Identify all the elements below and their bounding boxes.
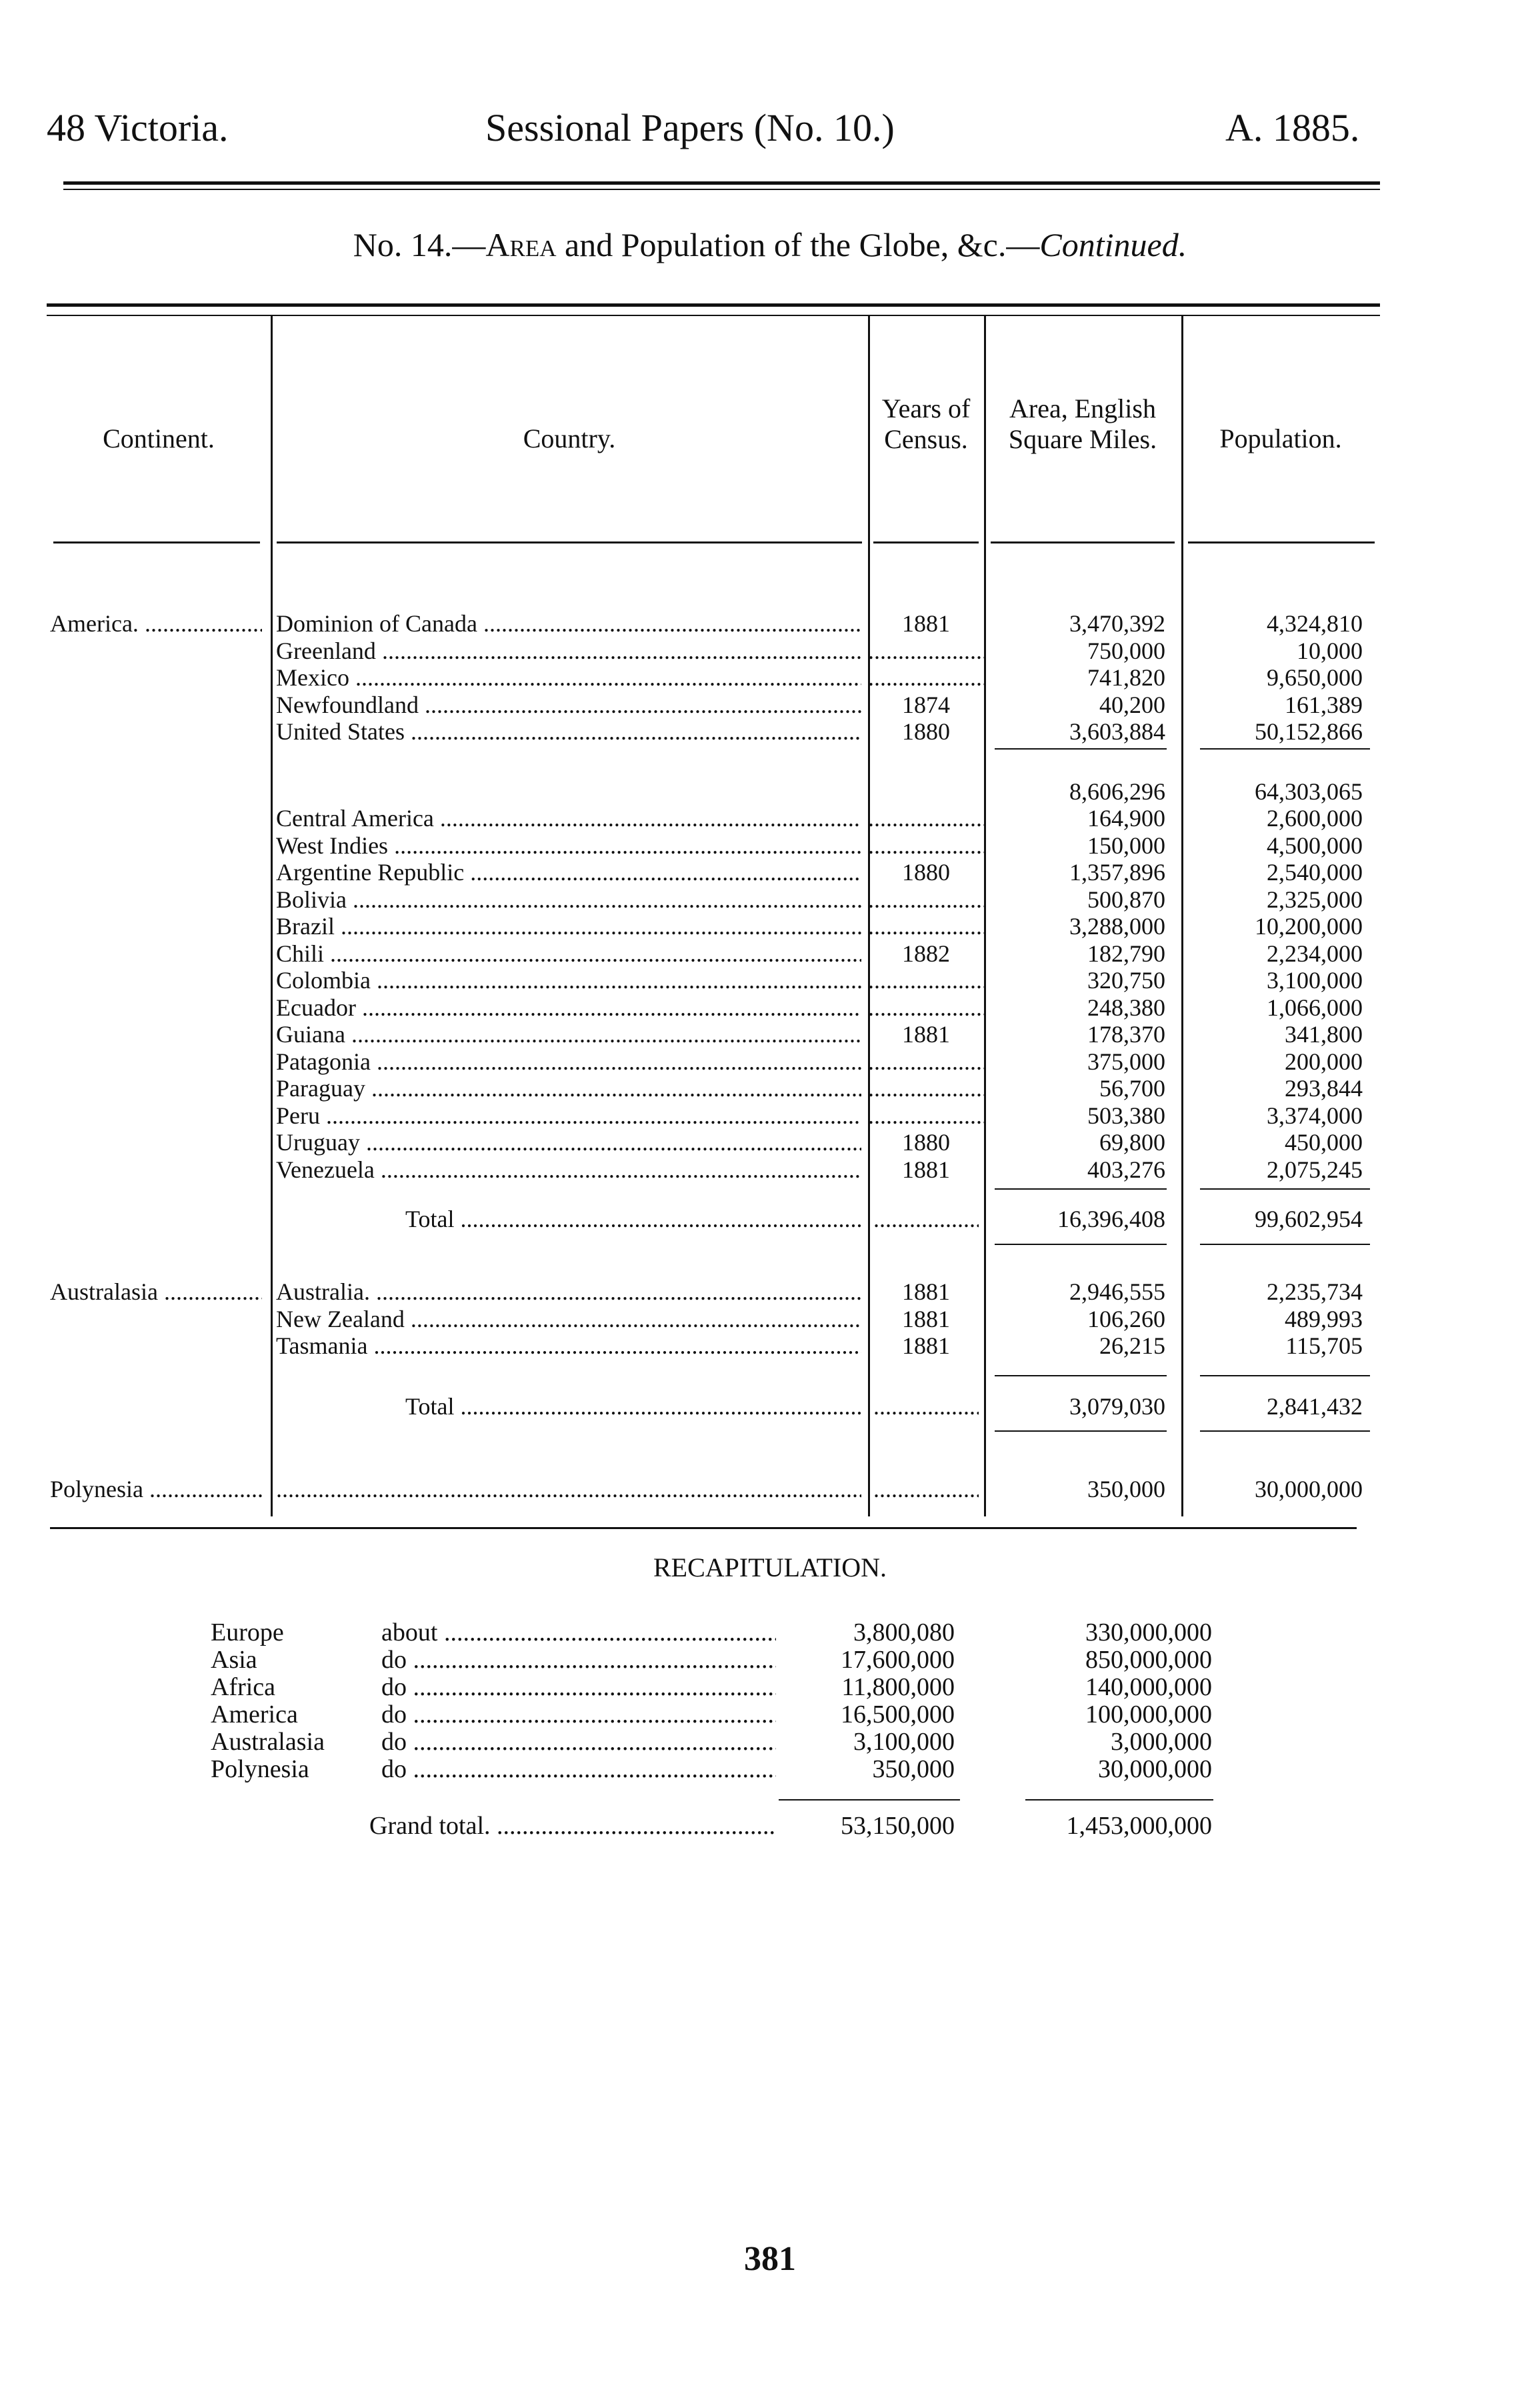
population-cell: 2,600,000: [1267, 805, 1363, 832]
population-cell: 10,000: [1297, 637, 1363, 664]
title-middle: and Population of the Globe, &c.—: [556, 226, 1040, 263]
recap-qualifier: do .....: [381, 1701, 776, 1728]
census-year-cell: 1881: [902, 1156, 950, 1183]
area-cell: 248,380: [1087, 994, 1165, 1021]
recap-region: Africa: [211, 1673, 276, 1701]
population-cell: 115,705: [1285, 1332, 1363, 1359]
recap-population: 100,000,000: [1085, 1700, 1212, 1728]
recap-population: 330,000,000: [1085, 1618, 1212, 1646]
subtotal-rule-area: [995, 748, 1167, 750]
america-total-population: 99,602,954: [1255, 1206, 1363, 1232]
subtotal-area: 8,606,296: [1069, 778, 1165, 805]
recap-population: 850,000,000: [1085, 1646, 1212, 1674]
recap-qualifier: do .....: [381, 1728, 776, 1756]
recap-population: 30,000,000: [1098, 1755, 1212, 1783]
title-area-word: Area: [485, 226, 557, 263]
country-cell: Guiana .....: [276, 1021, 861, 1048]
header-rule-thick: [63, 181, 1380, 185]
census-year-cell: [868, 1102, 984, 1130]
country-cell: Mexico .....: [276, 664, 861, 692]
continent-polynesia: Polynesia .....: [50, 1476, 262, 1503]
area-cell: 178,370: [1087, 1021, 1165, 1048]
country-cell: Colombia .....: [276, 967, 861, 994]
header-underline-continent: [53, 541, 260, 543]
america-total-year: [873, 1206, 979, 1233]
continent-america: America. .....: [50, 610, 262, 638]
country-cell: Chili .....: [276, 940, 861, 968]
census-year-cell: [868, 664, 984, 692]
area-cell: 56,700: [1099, 1075, 1165, 1102]
header-year: A. 1885.: [1225, 106, 1360, 149]
recap-population: 3,000,000: [1111, 1728, 1212, 1756]
population-cell: 489,993: [1285, 1305, 1363, 1332]
recap-region: Asia: [211, 1646, 257, 1674]
recap-area: 16,500,000: [841, 1700, 955, 1728]
population-cell: 3,374,000: [1267, 1102, 1363, 1129]
census-year-cell: [868, 967, 984, 994]
title-continued: Continued.: [1039, 226, 1187, 263]
country-cell: Ecuador .....: [276, 994, 861, 1022]
total-rule-population: [1200, 1188, 1370, 1190]
recap-qualifier: do .....: [381, 1756, 776, 1783]
population-cell: 161,389: [1285, 691, 1363, 718]
population-cell: 2,540,000: [1267, 859, 1363, 886]
australasia-total-underline-area: [995, 1430, 1167, 1432]
polynesia-area: 350,000: [1087, 1476, 1165, 1502]
census-year-cell: 1881: [902, 1278, 950, 1305]
area-cell: 26,215: [1099, 1332, 1165, 1359]
australasia-rule-area: [995, 1375, 1167, 1376]
column-header-years: Years of Census.: [881, 393, 971, 454]
area-cell: 164,900: [1087, 805, 1165, 832]
population-cell: 4,500,000: [1267, 832, 1363, 859]
recap-region: Europe: [211, 1618, 284, 1646]
country-cell: Uruguay .....: [276, 1129, 861, 1156]
header-rule-thin: [63, 189, 1380, 190]
area-cell: 2,946,555: [1069, 1278, 1165, 1305]
country-cell: Bolivia .....: [276, 886, 861, 914]
column-rule-1: [271, 316, 273, 1516]
america-total-underline-population: [1200, 1244, 1370, 1245]
census-year-cell: 1881: [902, 1305, 950, 1332]
population-cell: 9,650,000: [1267, 664, 1363, 691]
census-year-cell: 1881: [902, 610, 950, 637]
area-cell: 3,603,884: [1069, 718, 1165, 745]
area-cell: 69,800: [1099, 1129, 1165, 1156]
country-cell: West Indies .....: [276, 832, 861, 860]
country-cell: Argentine Republic .....: [276, 859, 861, 886]
subtotal-population: 64,303,065: [1255, 778, 1363, 805]
population-cell: 2,325,000: [1267, 886, 1363, 913]
header-underline-years: [873, 541, 979, 543]
country-cell: Peru .....: [276, 1102, 861, 1130]
america-total-area: 16,396,408: [1057, 1206, 1165, 1232]
recap-area: 3,800,080: [853, 1618, 955, 1646]
population-cell: 293,844: [1285, 1075, 1363, 1102]
grand-total-label: Grand total. .....: [369, 1813, 776, 1840]
recap-region: Polynesia: [211, 1755, 309, 1783]
area-cell: 375,000: [1087, 1048, 1165, 1075]
population-cell: 4,324,810: [1267, 610, 1363, 637]
recap-rule-population: [1025, 1799, 1213, 1801]
census-year-cell: [868, 886, 984, 914]
population-cell: 1,066,000: [1267, 994, 1363, 1021]
census-year-cell: [868, 913, 984, 940]
table-top-rule-thick: [47, 303, 1380, 307]
table-top-rule-thin: [47, 315, 1380, 316]
grand-total-population: 1,453,000,000: [1066, 1812, 1212, 1840]
total-rule-area: [995, 1188, 1167, 1190]
polynesia-year-cell: [873, 1476, 979, 1503]
population-cell: 341,800: [1285, 1021, 1363, 1048]
subtotal-rule-population: [1200, 748, 1370, 750]
country-cell: Dominion of Canada .....: [276, 610, 861, 638]
recap-qualifier: do .....: [381, 1674, 776, 1701]
census-year-cell: 1880: [902, 859, 950, 886]
population-cell: 2,075,245: [1267, 1156, 1363, 1183]
area-cell: 1,357,896: [1069, 859, 1165, 886]
table-bottom-rule: [50, 1527, 1357, 1529]
australasia-total-underline-population: [1200, 1430, 1370, 1432]
census-year-cell: 1881: [902, 1332, 950, 1359]
census-year-cell: 1874: [902, 691, 950, 718]
population-cell: 450,000: [1285, 1129, 1363, 1156]
country-cell: Newfoundland .....: [276, 692, 861, 719]
continent-australasia: Australasia .....: [50, 1278, 262, 1306]
census-year-cell: [868, 994, 984, 1022]
recap-title: RECAPITULATION.: [653, 1552, 887, 1582]
area-cell: 750,000: [1087, 637, 1165, 664]
australasia-rule-population: [1200, 1375, 1370, 1376]
header-underline-country: [277, 541, 862, 543]
area-cell: 500,870: [1087, 886, 1165, 913]
area-cell: 150,000: [1087, 832, 1165, 859]
area-cell: 3,470,392: [1069, 610, 1165, 637]
population-cell: 10,200,000: [1255, 913, 1363, 940]
column-header-area: Area, English Square Miles.: [1008, 393, 1157, 454]
page-number: 381: [744, 2240, 796, 2278]
recap-qualifier: do .....: [381, 1646, 776, 1674]
area-cell: 106,260: [1087, 1305, 1165, 1332]
recap-region: Australasia: [211, 1728, 325, 1756]
census-year-cell: 1881: [902, 1021, 950, 1048]
recap-area: 3,100,000: [853, 1728, 955, 1756]
area-cell: 503,380: [1087, 1102, 1165, 1129]
census-year-cell: [868, 1075, 984, 1102]
polynesia-country-cell: [276, 1476, 861, 1503]
area-cell: 40,200: [1099, 691, 1165, 718]
census-year-cell: 1880: [902, 1129, 950, 1156]
australasia-total-year: [873, 1393, 979, 1420]
country-cell: Patagonia .....: [276, 1048, 861, 1076]
country-cell: Greenland .....: [276, 638, 861, 665]
recap-region: America: [211, 1700, 298, 1728]
recap-area: 11,800,000: [841, 1673, 955, 1701]
australasia-total-label: Total .....: [405, 1393, 861, 1420]
population-cell: 200,000: [1285, 1048, 1363, 1075]
column-header-country: Country.: [523, 423, 616, 453]
population-cell: 2,235,734: [1267, 1278, 1363, 1305]
australasia-total-population: 2,841,432: [1267, 1393, 1363, 1420]
country-cell: Brazil .....: [276, 913, 861, 940]
census-year-cell: [868, 638, 984, 665]
country-cell: Australia. .....: [276, 1278, 861, 1306]
column-header-population: Population.: [1219, 423, 1342, 453]
country-cell: Paraguay .....: [276, 1075, 861, 1102]
country-cell: United States .....: [276, 718, 861, 746]
recap-area: 17,600,000: [841, 1646, 955, 1674]
census-year-cell: [868, 805, 984, 832]
header-underline-area: [991, 541, 1175, 543]
census-year-cell: [868, 832, 984, 860]
census-year-cell: [868, 1048, 984, 1076]
australasia-total-area: 3,079,030: [1069, 1393, 1165, 1420]
country-cell: Venezuela .....: [276, 1156, 861, 1184]
america-total-label: Total .....: [405, 1206, 861, 1233]
grand-total-area: 53,150,000: [841, 1812, 955, 1840]
area-cell: 320,750: [1087, 967, 1165, 994]
polynesia-population: 30,000,000: [1255, 1476, 1363, 1502]
country-cell: Tasmania .....: [276, 1332, 861, 1360]
country-cell: New Zealand .....: [276, 1306, 861, 1333]
header-underline-population: [1188, 541, 1375, 543]
column-header-continent: Continent.: [103, 423, 215, 453]
recap-population: 140,000,000: [1085, 1673, 1212, 1701]
area-cell: 403,276: [1087, 1156, 1165, 1183]
area-cell: 182,790: [1087, 940, 1165, 967]
recap-area: 350,000: [872, 1755, 955, 1783]
population-cell: 3,100,000: [1267, 967, 1363, 994]
area-cell: 3,288,000: [1069, 913, 1165, 940]
table-title: [0, 225, 1540, 264]
population-cell: 2,234,000: [1267, 940, 1363, 967]
america-total-underline-area: [995, 1244, 1167, 1245]
header-sessional-papers: Sessional Papers (No. 10.): [485, 106, 895, 149]
header-volume: 48 Victoria.: [47, 106, 229, 149]
census-year-cell: 1882: [902, 940, 950, 967]
population-cell: 50,152,866: [1255, 718, 1363, 745]
recap-rule-area: [779, 1799, 960, 1801]
title-prefix: No. 14.—: [353, 226, 486, 263]
census-year-cell: 1880: [902, 718, 950, 745]
area-cell: 741,820: [1087, 664, 1165, 691]
recap-qualifier: about .....: [381, 1619, 776, 1646]
country-cell: Central America .....: [276, 805, 861, 832]
